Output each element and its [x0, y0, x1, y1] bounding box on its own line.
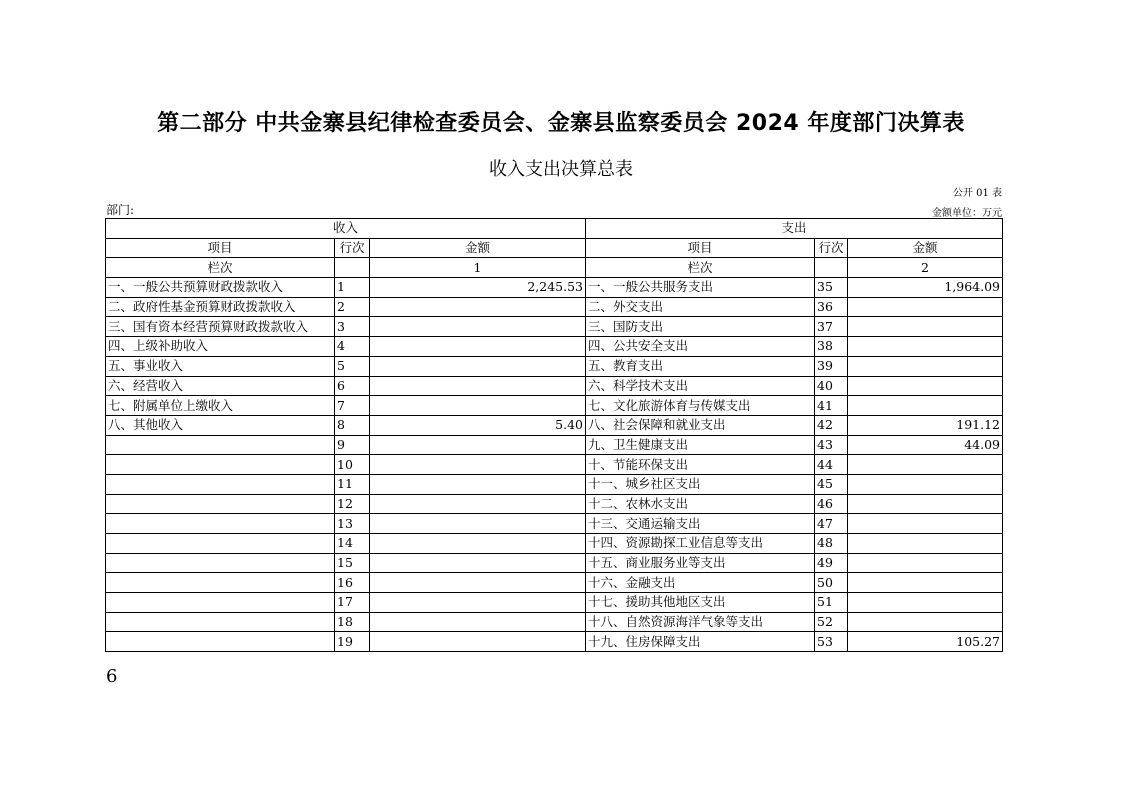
- expense-amount-cell: 105.27: [848, 632, 1003, 652]
- expense-line-cell: 53: [815, 632, 848, 652]
- income-amount-cell: [370, 593, 586, 613]
- expense-amount-cell: [848, 455, 1003, 475]
- income-amount-cell: [370, 573, 586, 593]
- expense-line-cell: 35: [815, 278, 848, 298]
- expense-column-label: 栏次: [586, 258, 815, 278]
- expense-amount-cell: [848, 337, 1003, 357]
- income-line-cell: 1: [335, 278, 370, 298]
- expense-header: 支出: [586, 219, 1003, 239]
- income-line-cell: 8: [335, 415, 370, 435]
- section-header-row: [106, 219, 1003, 239]
- expense-amount-cell: [848, 317, 1003, 337]
- expense-amount-cell: [848, 612, 1003, 632]
- income-line-cell: 6: [335, 376, 370, 396]
- expense-line-cell: 50: [815, 573, 848, 593]
- income-line-cell: 12: [335, 494, 370, 514]
- income-item-cell: [106, 534, 335, 554]
- table-row: [106, 356, 1003, 376]
- expense-amount-cell: [848, 396, 1003, 416]
- table-row: [106, 553, 1003, 573]
- income-amount-cell: [370, 337, 586, 357]
- expense-column-number: 2: [848, 258, 1003, 278]
- income-item-cell: [106, 612, 335, 632]
- income-item-cell: [106, 455, 335, 475]
- income-line-cell: 9: [335, 435, 370, 455]
- expense-item-cell: 七、文化旅游体育与传媒支出: [586, 396, 815, 416]
- expense-line-cell: 43: [815, 435, 848, 455]
- expense-item-cell: 十八、自然资源海洋气象等支出: [586, 612, 815, 632]
- income-item-cell: [106, 514, 335, 534]
- income-line-cell: 3: [335, 317, 370, 337]
- income-amount-cell: [370, 553, 586, 573]
- income-line-cell: 2: [335, 297, 370, 317]
- income-line-cell: 14: [335, 534, 370, 554]
- table-row: [106, 337, 1003, 357]
- expense-amount-cell: [848, 297, 1003, 317]
- income-item-cell: 一、一般公共预算财政拨款收入: [106, 278, 335, 298]
- expense-amount-cell: [848, 573, 1003, 593]
- expense-line-cell: 48: [815, 534, 848, 554]
- income-line-cell: 11: [335, 474, 370, 494]
- expense-item-cell: 十二、农林水支出: [586, 494, 815, 514]
- income-expense-table: [105, 218, 1003, 652]
- income-amount-cell: [370, 435, 586, 455]
- table-row: [106, 396, 1003, 416]
- expense-amount-cell: 44.09: [848, 435, 1003, 455]
- income-item-cell: [106, 553, 335, 573]
- income-item-cell: 四、上级补助收入: [106, 337, 335, 357]
- income-amount-cell: [370, 534, 586, 554]
- table-row: [106, 278, 1003, 298]
- income-item-cell: [106, 593, 335, 613]
- expense-item-cell: 四、公共安全支出: [586, 337, 815, 357]
- empty-cell: [815, 258, 848, 278]
- income-line-header: 行次: [335, 238, 370, 258]
- income-amount-cell: 2,245.53: [370, 278, 586, 298]
- income-amount-cell: [370, 376, 586, 396]
- income-amount-cell: [370, 297, 586, 317]
- expense-amount-cell: [848, 356, 1003, 376]
- income-item-cell: 二、政府性基金预算财政拨款收入: [106, 297, 335, 317]
- table-row: [106, 474, 1003, 494]
- expense-item-cell: 十三、交通运输支出: [586, 514, 815, 534]
- income-amount-cell: [370, 396, 586, 416]
- income-column-label: 栏次: [106, 258, 335, 278]
- column-number-row: [106, 258, 1003, 278]
- expense-line-cell: 41: [815, 396, 848, 416]
- expense-line-cell: 37: [815, 317, 848, 337]
- table-row: [106, 415, 1003, 435]
- expense-amount-cell: [848, 553, 1003, 573]
- income-header: 收入: [106, 219, 586, 239]
- income-line-cell: 4: [335, 337, 370, 357]
- income-item-cell: 六、经营收入: [106, 376, 335, 396]
- expense-item-cell: 一、一般公共服务支出: [586, 278, 815, 298]
- table-row: [106, 632, 1003, 652]
- expense-item-cell: 六、科学技术支出: [586, 376, 815, 396]
- empty-cell: [335, 258, 370, 278]
- expense-item-cell: 三、国防支出: [586, 317, 815, 337]
- income-item-cell: 三、国有资本经营预算财政拨款收入: [106, 317, 335, 337]
- income-amount-cell: [370, 514, 586, 534]
- expense-item-cell: 十一、城乡社区支出: [586, 474, 815, 494]
- table-row: [106, 435, 1003, 455]
- table-row: [106, 573, 1003, 593]
- expense-item-cell: 五、教育支出: [586, 356, 815, 376]
- department-label: 部门:: [106, 203, 135, 217]
- expense-amount-cell: [848, 474, 1003, 494]
- expense-item-cell: 二、外交支出: [586, 297, 815, 317]
- expense-item-cell: 八、社会保障和就业支出: [586, 415, 815, 435]
- income-line-cell: 7: [335, 396, 370, 416]
- table-row: [106, 317, 1003, 337]
- expense-line-cell: 49: [815, 553, 848, 573]
- expense-line-cell: 36: [815, 297, 848, 317]
- expense-line-cell: 38: [815, 337, 848, 357]
- table-row: [106, 514, 1003, 534]
- income-amount-cell: [370, 455, 586, 475]
- table-row: [106, 612, 1003, 632]
- page-title: 第二部分 中共金寨县纪律检查委员会、金寨县监察委员会 2024 年度部门决算表: [157, 111, 965, 136]
- column-header-row: [106, 238, 1003, 258]
- income-amount-cell: [370, 474, 586, 494]
- expense-amount-cell: 191.12: [848, 415, 1003, 435]
- expense-line-cell: 45: [815, 474, 848, 494]
- expense-line-cell: 52: [815, 612, 848, 632]
- table-row: [106, 593, 1003, 613]
- income-item-cell: [106, 632, 335, 652]
- income-line-cell: 17: [335, 593, 370, 613]
- income-item-cell: 八、其他收入: [106, 415, 335, 435]
- expense-line-cell: 47: [815, 514, 848, 534]
- expense-item-cell: 十四、资源勘探工业信息等支出: [586, 534, 815, 554]
- table-row: [106, 455, 1003, 475]
- expense-item-cell: 十七、援助其他地区支出: [586, 593, 815, 613]
- income-amount-cell: [370, 632, 586, 652]
- income-item-cell: 七、附属单位上缴收入: [106, 396, 335, 416]
- income-amount-cell: [370, 494, 586, 514]
- income-item-cell: [106, 494, 335, 514]
- income-amount-header: 金额: [370, 238, 586, 258]
- expense-line-cell: 39: [815, 356, 848, 376]
- table-row: [106, 534, 1003, 554]
- expense-line-cell: 42: [815, 415, 848, 435]
- income-amount-cell: [370, 317, 586, 337]
- expense-line-cell: 46: [815, 494, 848, 514]
- income-line-cell: 18: [335, 612, 370, 632]
- income-amount-cell: [370, 356, 586, 376]
- form-number: 公开 01 表: [952, 188, 1002, 199]
- income-item-header: 项目: [106, 238, 335, 258]
- table-row: [106, 376, 1003, 396]
- income-line-cell: 5: [335, 356, 370, 376]
- table-row: [106, 494, 1003, 514]
- expense-amount-cell: 1,964.09: [848, 278, 1003, 298]
- expense-amount-cell: [848, 494, 1003, 514]
- income-item-cell: 五、事业收入: [106, 356, 335, 376]
- expense-item-cell: 九、卫生健康支出: [586, 435, 815, 455]
- expense-amount-header: 金额: [848, 238, 1003, 258]
- income-amount-cell: 5.40: [370, 415, 586, 435]
- income-line-cell: 13: [335, 514, 370, 534]
- income-amount-cell: [370, 612, 586, 632]
- expense-line-cell: 44: [815, 455, 848, 475]
- expense-item-cell: 十、节能环保支出: [586, 455, 815, 475]
- income-column-number: 1: [370, 258, 586, 278]
- expense-item-header: 项目: [586, 238, 815, 258]
- page-number: 6: [106, 666, 118, 687]
- expense-line-cell: 40: [815, 376, 848, 396]
- expense-item-cell: 十五、商业服务业等支出: [586, 553, 815, 573]
- expense-amount-cell: [848, 593, 1003, 613]
- income-line-cell: 15: [335, 553, 370, 573]
- income-line-cell: 16: [335, 573, 370, 593]
- expense-amount-cell: [848, 514, 1003, 534]
- expense-amount-cell: [848, 376, 1003, 396]
- income-item-cell: [106, 435, 335, 455]
- income-line-cell: 10: [335, 455, 370, 475]
- expense-line-cell: 51: [815, 593, 848, 613]
- table-row: [106, 297, 1003, 317]
- income-line-cell: 19: [335, 632, 370, 652]
- expense-line-header: 行次: [815, 238, 848, 258]
- unit-label: 金额单位：万元: [932, 208, 1002, 219]
- expense-item-cell: 十六、金融支出: [586, 573, 815, 593]
- expense-item-cell: 十九、住房保障支出: [586, 632, 815, 652]
- table-title: 收入支出决算总表: [489, 159, 633, 180]
- expense-amount-cell: [848, 534, 1003, 554]
- income-item-cell: [106, 573, 335, 593]
- income-item-cell: [106, 474, 335, 494]
